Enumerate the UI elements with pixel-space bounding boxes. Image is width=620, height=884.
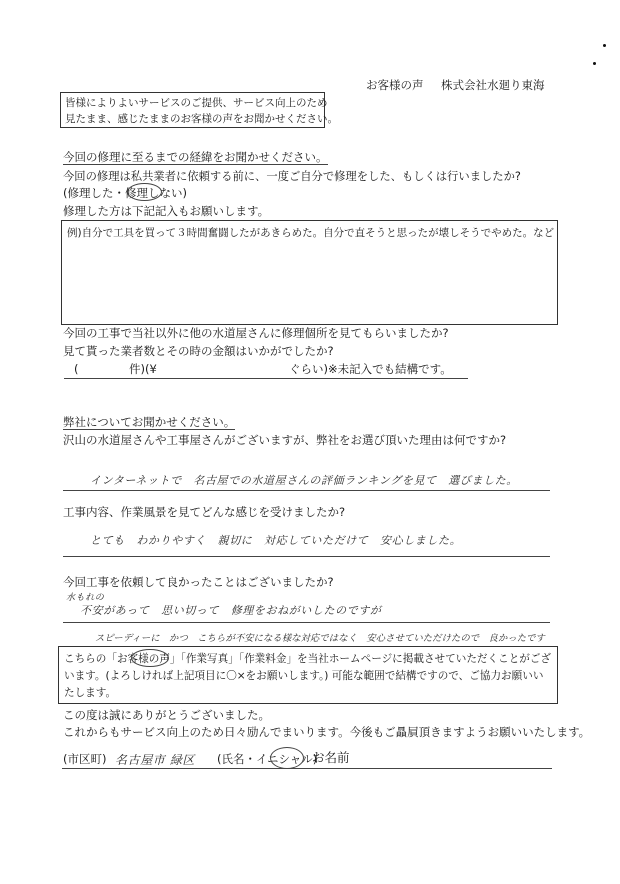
q1-heading: 今回の修理に至るまでの経緯をお聞かせください。 bbox=[63, 150, 328, 164]
city-value: 名古屋市 緑区 bbox=[115, 753, 196, 767]
q5-answer-line-2: スピーディーに かつ こちらが不安になる様な対応ではなく 安心させていただけたので 良かったです bbox=[95, 633, 545, 644]
q2-underline bbox=[64, 378, 468, 379]
q5-underline-1 bbox=[63, 622, 550, 623]
q2-line-1: 今回の工事で当社以外に他の水道屋さんに修理個所を見てもらいましたか? bbox=[63, 326, 449, 340]
scan-speck bbox=[593, 62, 596, 65]
q5-answer-note: 水もれの bbox=[66, 593, 105, 603]
q1-options: (修理した・修理しない) bbox=[63, 186, 187, 200]
q1-note: 修理した方は下記記入もお願いします。 bbox=[63, 204, 270, 218]
q5-answer-line-1: 不安があって 思い切って 修理をおねがいしたのですが bbox=[80, 604, 382, 617]
q1-question: 今回の修理は私共業者に依頼する前に、一度ご自分で修理をした、もしくは行いましたか? bbox=[63, 170, 521, 183]
q2-count-price: 件)(¥ bbox=[129, 362, 157, 376]
company-name: 株式会社水廻り東海 bbox=[441, 78, 545, 92]
intro-box bbox=[60, 92, 338, 128]
form-title: お客様の声 bbox=[366, 78, 424, 92]
closing-line-1: この度は誠にありがとうございました。 bbox=[63, 708, 270, 722]
intro-line-2: 見たまま、感じたままのお客様の声をお聞かせください。 bbox=[65, 113, 338, 125]
intro-line-1: 皆様によりよいサービスのご提供、サービス向上のため bbox=[65, 97, 328, 109]
permission-line-3: たします。 bbox=[64, 687, 117, 699]
q4-underline bbox=[63, 556, 550, 557]
q1-example: 例)自分で工具を買って３時間奮闘したがあきらめた。自分で直そうと思ったが壊しそうでやめた。など bbox=[67, 227, 555, 239]
closing-line-2: これからもサービス向上のため日々励んでまいります。今後もご贔屓頂きますようお願いいたします。 bbox=[63, 725, 591, 739]
permission-line-2: います。(よろしければ上記項目に〇×をお願いします。) 可能な範囲で結構ですので、ご協力お願いい bbox=[64, 670, 544, 682]
name-value: お名前 bbox=[312, 750, 350, 765]
handwritten-circle bbox=[270, 747, 304, 769]
q4-answer: とても わかりやすく 親切に 対応していただけて 安心しました。 bbox=[90, 534, 462, 547]
q3-question: 沢山の水道屋さんや工事屋さんがございますが、弊社をお選び頂いた理由は何ですか? bbox=[63, 433, 507, 447]
q2-note: ぐらい)※未記入でも結構です。 bbox=[289, 362, 452, 376]
city-label: (市区町) bbox=[63, 752, 107, 766]
scan-speck bbox=[603, 44, 606, 47]
q3-answer: インターネットで 名古屋での水道屋さんの評価ランキングを見て 選びました。 bbox=[90, 474, 518, 487]
handwritten-circle bbox=[131, 649, 169, 667]
q1-answer-box bbox=[61, 220, 558, 325]
name-label: (氏名・イニシャル) bbox=[217, 752, 318, 766]
permission-line-1: こちらの「お客様の声」「作業写真」「作業料金」を当社ホームページに掲載させていただくことがござ bbox=[64, 653, 552, 665]
q2-line-2: 見て貰った業者数とその時の金額はいかがでしたか? bbox=[63, 344, 334, 358]
handwritten-circle bbox=[127, 183, 162, 201]
q5-question: 今回工事を依頼して良かったことはございましたか? bbox=[63, 575, 334, 589]
q4-question: 工事内容、作業風景を見てどんな感じを受けましたか? bbox=[63, 505, 346, 519]
section2-heading: 弊社についてお聞かせください。 bbox=[63, 415, 236, 429]
q2-paren-open: ( bbox=[74, 362, 79, 376]
footer-underline bbox=[62, 768, 552, 769]
q3-underline bbox=[63, 490, 550, 491]
